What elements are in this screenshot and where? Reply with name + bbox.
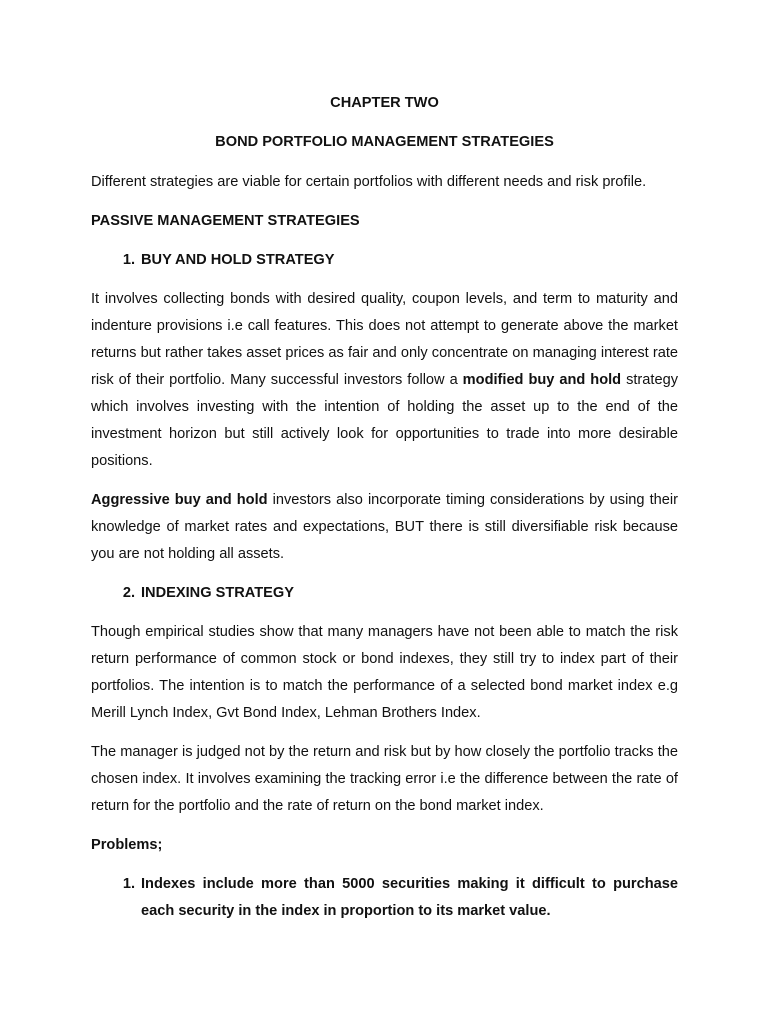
problem-text: Indexes include more than 5000 securities making it difficult to purchase each security in the index in proportion to its market value. — [141, 876, 678, 919]
strategy-2-paragraph-2: The manager is judged not by the return and risk but by how closely the portfolio tracks the chosen index. It involves examining the tracking error i.e the difference between the rate of return for the portfolio and the rate of return on the bond market index. — [91, 744, 678, 814]
strategy-1-heading — [91, 247, 678, 274]
problem-item — [91, 871, 678, 925]
strategy-2-paragraph-1: Though empirical studies show that many managers have not been able to match the risk return performance of common stock or bond indexes, they still try to index part of their portfolios. The intention is to match the performance of a selected bond market index e.g Merill Lynch Index, Gvt Bond Index, Lehman Brothers Index. — [91, 624, 678, 721]
strategy-1-para2-emphasis: Aggressive buy and hold — [91, 492, 268, 508]
strategy-1-title: BUY AND HOLD STRATEGY — [141, 252, 335, 268]
strategy-2-heading — [91, 580, 678, 607]
strategy-1-paragraph-2 — [91, 487, 678, 568]
strategy-2-number: 2. — [122, 585, 135, 601]
section-heading: PASSIVE MANAGEMENT STRATEGIES — [91, 213, 360, 229]
strategy-2-title: INDEXING STRATEGY — [141, 585, 294, 601]
chapter-label: CHAPTER TWO — [330, 95, 439, 111]
problem-number: 1. — [122, 876, 135, 892]
strategy-1-para1-text-a: It involves collecting bonds with desired quality, coupon levels, and term to maturity and indenture provisions i.e call features. This does not attempt to generate above the market returns but rather takes asset prices as fair and only concentrate on managing interest rate risk of their portfolio. Many successful investors follow a — [91, 291, 678, 388]
strategy-1-para1-emphasis: modified buy and hold — [462, 372, 622, 388]
strategy-1-para1-text-b: strategy which involves investing with the intention of holding the asset up to the end of the investment horizon but still actively look for opportunities to trade into more desirable positions. — [91, 372, 678, 469]
strategy-1-paragraph-1 — [91, 286, 678, 475]
intro-paragraph: Different strategies are viable for certain portfolios with different needs and risk profile. — [91, 174, 647, 190]
strategy-1-para2-text: investors also incorporate timing considerations by using their knowledge of market rates and expectations, BUT there is still diversifiable risk because you are not holding all assets. — [91, 492, 678, 562]
strategy-1-number: 1. — [122, 252, 135, 268]
document-title: BOND PORTFOLIO MANAGEMENT STRATEGIES — [215, 134, 554, 150]
problems-heading: Problems; — [91, 837, 163, 853]
